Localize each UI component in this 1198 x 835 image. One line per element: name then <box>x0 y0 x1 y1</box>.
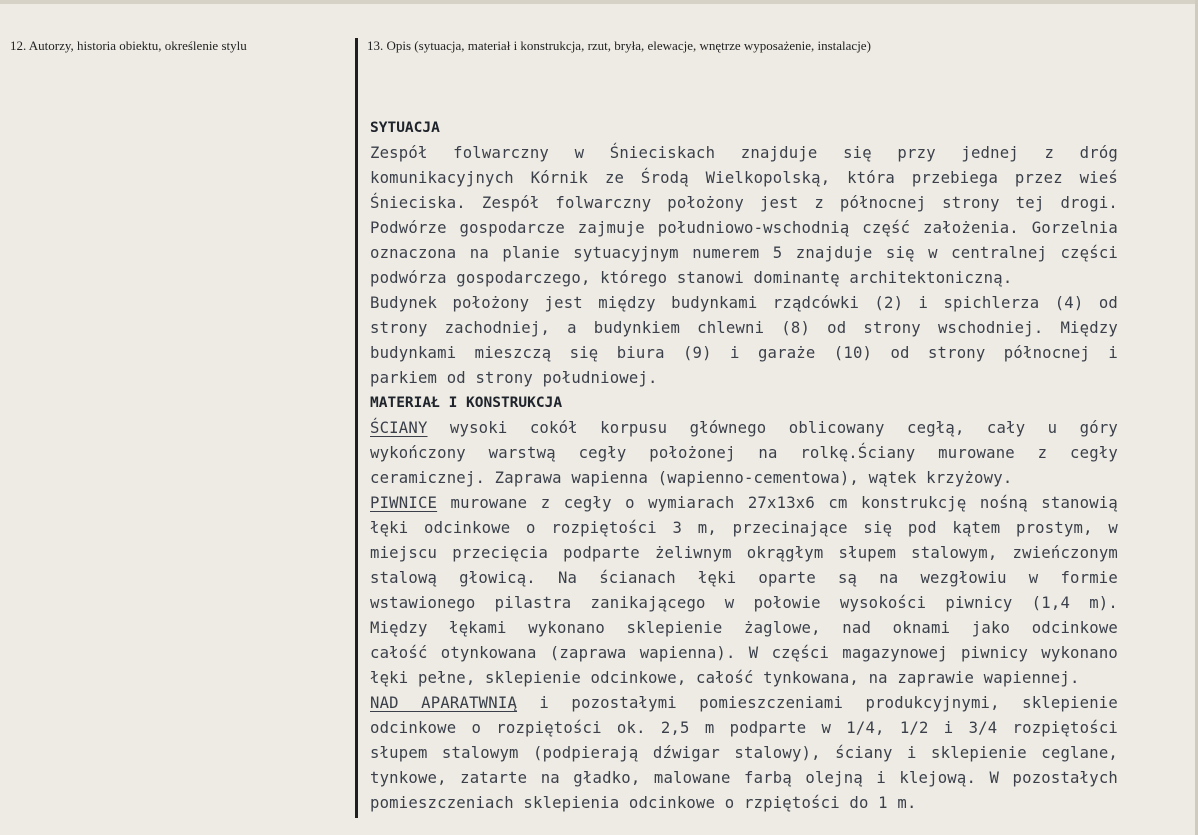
text-line-sciany <box>370 416 1118 441</box>
text-line: wykończony warstwą cegły położonej na rolkę.Ściany murowane z cegły <box>370 444 1118 462</box>
text-line: całość otynkowana (zaprawa wapienna). W części magazynowej piwnicy wykonano <box>370 644 1118 662</box>
text-run: wysoki cokół korpusu głównego oblicowany cegłą, cały u góry <box>427 419 1118 437</box>
text-line: parkiem od strony południowej. <box>370 369 658 387</box>
text-line: stalową głowicą. Na ścianach łęki oparte są na wezgłowiu w formie <box>370 569 1118 587</box>
text-line: podwórza gospodarczego, którego stanowi dominantę architektoniczną. <box>370 269 1013 287</box>
label-sciany: ŚCIANY <box>370 419 428 437</box>
text-line: strony zachodniej, a budynkiem chlewni (8) od strony wschodniej. Między <box>370 319 1118 337</box>
text-line: budynkami mieszczą się biura (9) i garaże (10) od strony północnej i <box>370 344 1118 362</box>
text-line: oznaczona na planie sytuacyjnym numerem 5 znajduje się w centralnej części <box>370 244 1118 262</box>
text-run: murowane z cegły o wymiarach 27x13x6 cm konstrukcję nośną stanowią <box>437 494 1118 512</box>
label-piwnice: PIWNICE <box>370 494 438 512</box>
text-line: wstawionego pilastra zanikającego w połowie wysokości piwnicy (1,4 m). <box>370 594 1118 612</box>
section-13-header: 13. Opis (sytuacja, materiał i konstrukcja, rzut, bryła, elewacje, wnętrze wyposażenie, instalacje) <box>367 38 871 53</box>
text-line: komunikacyjnych Kórnik ze Środą Wielkopolską, która przebiega przez wieś <box>370 169 1118 187</box>
label-nad-aparatownia: NAD APARATWNIĄ <box>370 694 518 712</box>
text-line: słupem stalowym (podpierają dźwigar stalowy), ściany i sklepienie ceglane, <box>370 744 1118 762</box>
text-line-aparatownia <box>370 691 1118 716</box>
heading-material-konstrukcja: MATERIAŁ I KONSTRUKCJA <box>370 395 563 411</box>
text-line: miejscu przecięcia podparte żeliwnym okrągłym słupem stalowym, zwieńczonym <box>370 544 1118 562</box>
text-line: Zespół folwarczny w Śnieciskach znajduje się przy jednej z dróg <box>370 144 1118 162</box>
heading-sytuacja: SYTUACJA <box>370 120 440 136</box>
column-divider <box>355 38 358 818</box>
text-line-piwnice <box>370 491 1118 516</box>
section-12-header: 12. Autorzy, historia obiektu, określenie stylu <box>10 38 247 53</box>
text-line: Śnieciska. Zespół folwarczny położony jest z północnej strony tej drogi. <box>370 194 1118 212</box>
text-line: tynkowe, zatarte na gładko, malowane farbą olejną i klejową. W pozostałych <box>370 769 1118 787</box>
text-line: Budynek położony jest między budynkami rządcówki (2) i spichlerza (4) od <box>370 294 1118 312</box>
text-line: ceramicznej. Zaprawa wapienna (wapienno-cementowa), wątek krzyżowy. <box>370 469 1013 487</box>
text-line: Podwórze gospodarcze zajmuje południowo-wschodnią część założenia. Gorzelnia <box>370 219 1118 237</box>
text-line: łęki odcinkowe o rozpiętości 3 m, przecinające się pod kątem prostym, w <box>370 519 1118 537</box>
text-line: pomieszczeniach sklepienia odcinkowe o rzpiętości do 1 m. <box>370 794 917 812</box>
text-line: Między łękami wykonano sklepienie żaglowe, nad oknami jako odcinkowe <box>370 619 1118 637</box>
text-run: i pozostałymi pomieszczeniami produkcyjnymi, sklepienie <box>517 694 1118 712</box>
text-line: odcinkowe o rozpiętości ok. 2,5 m podparte w 1/4, 1/2 i 3/4 rozpiętości <box>370 719 1118 737</box>
description-body <box>370 116 1118 816</box>
text-line: łęki pełne, sklepienie odcinkowe, całość tynkowana, na zaprawie wapiennej. <box>370 669 1080 687</box>
page-top-edge <box>0 0 1198 4</box>
